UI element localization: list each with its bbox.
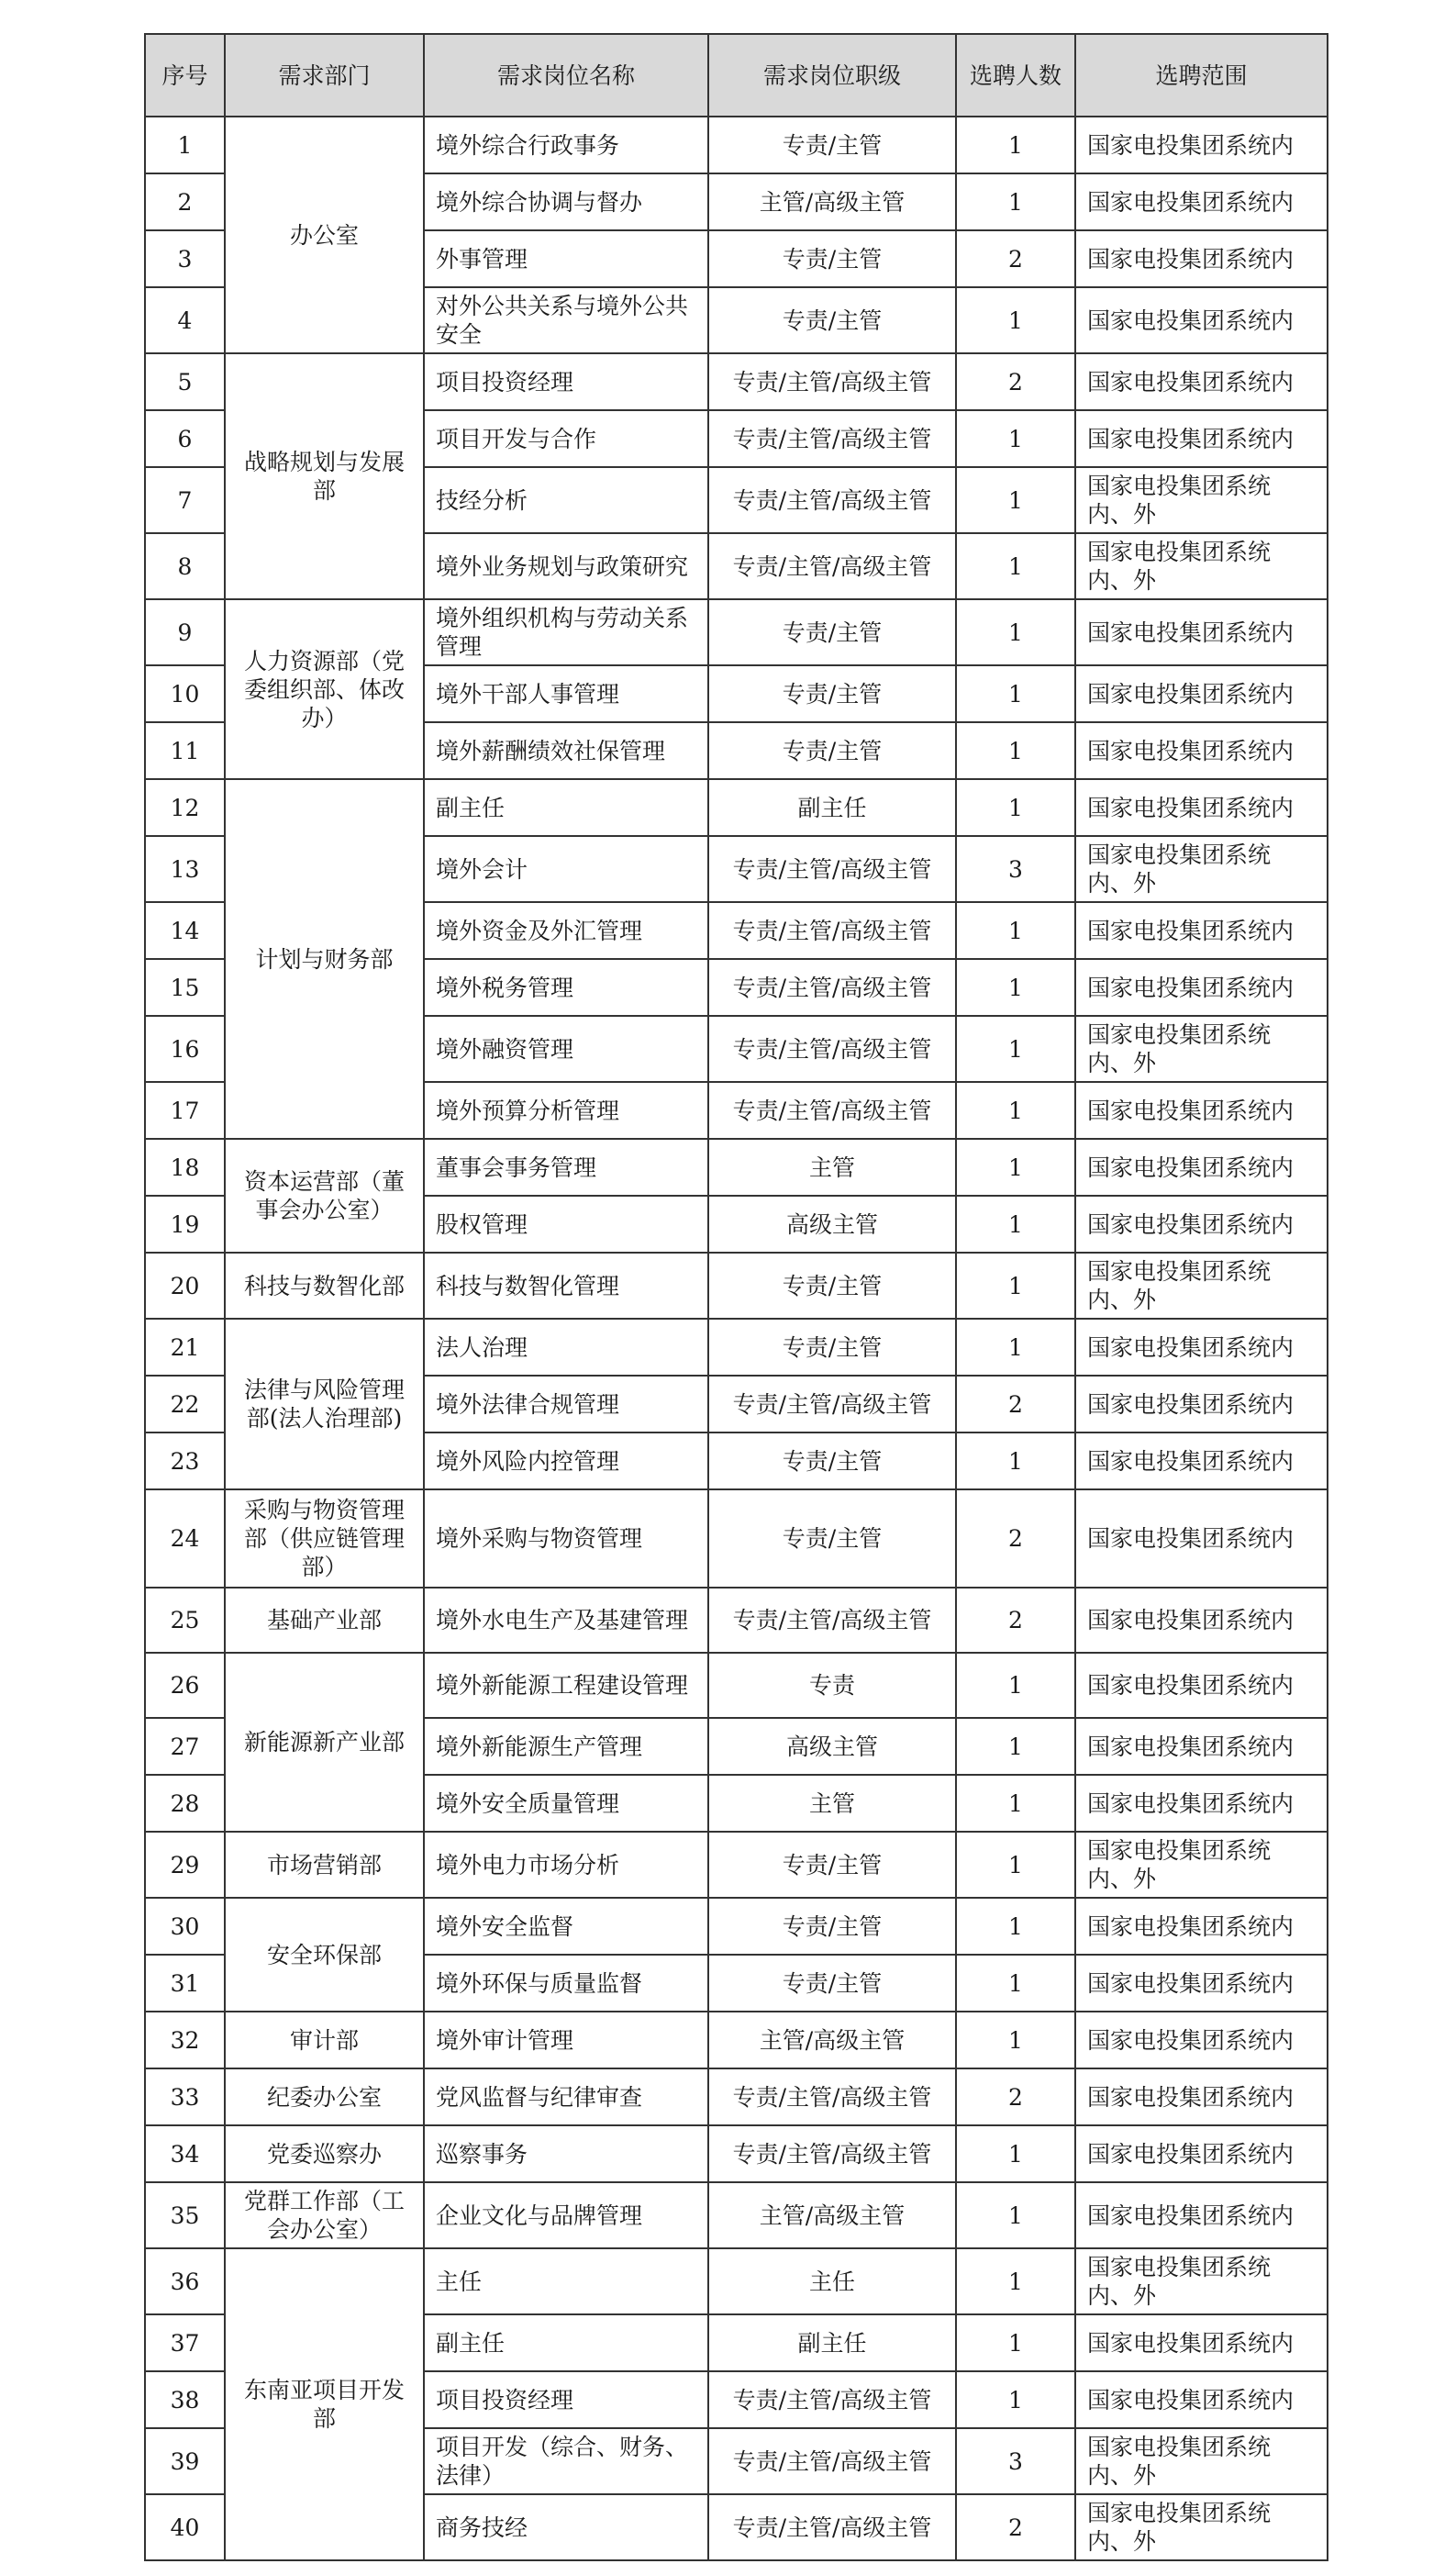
table-row <box>145 599 1328 665</box>
selection-scope: 国家电投集团系统内、外 <box>1075 836 1328 902</box>
position-level: 专责/主管 <box>708 1832 956 1898</box>
position-level: 专责/主管/高级主管 <box>708 467 956 533</box>
headcount: 1 <box>956 2125 1075 2182</box>
row-number: 30 <box>145 1898 225 1955</box>
headcount: 1 <box>956 902 1075 959</box>
headcount: 1 <box>956 1082 1075 1139</box>
row-number: 3 <box>145 230 225 287</box>
selection-scope: 国家电投集团系统内 <box>1075 410 1328 467</box>
selection-scope: 国家电投集团系统内 <box>1075 1319 1328 1376</box>
selection-scope: 国家电投集团系统内 <box>1075 1489 1328 1588</box>
department-cell: 办公室 <box>225 117 424 353</box>
headcount: 2 <box>956 1588 1075 1653</box>
position-level: 专责/主管/高级主管 <box>708 2125 956 2182</box>
selection-scope: 国家电投集团系统内、外 <box>1075 2494 1328 2560</box>
selection-scope: 国家电投集团系统内 <box>1075 2012 1328 2068</box>
position-level: 专责/主管/高级主管 <box>708 836 956 902</box>
row-number: 12 <box>145 779 225 836</box>
position-level: 副主任 <box>708 2314 956 2371</box>
position-level: 主管/高级主管 <box>708 173 956 230</box>
selection-scope: 国家电投集团系统内 <box>1075 665 1328 722</box>
row-number: 25 <box>145 1588 225 1653</box>
row-number: 35 <box>145 2182 225 2248</box>
row-number: 27 <box>145 1718 225 1775</box>
position-level: 专责/主管/高级主管 <box>708 902 956 959</box>
selection-scope: 国家电投集团系统内 <box>1075 1653 1328 1718</box>
selection-scope: 国家电投集团系统内 <box>1075 173 1328 230</box>
position-name: 境外审计管理 <box>424 2012 708 2068</box>
headcount: 1 <box>956 533 1075 599</box>
headcount: 1 <box>956 173 1075 230</box>
position-name: 境外薪酬绩效社保管理 <box>424 722 708 779</box>
position-name: 企业文化与品牌管理 <box>424 2182 708 2248</box>
header-row <box>145 34 1328 117</box>
position-level: 专责/主管/高级主管 <box>708 353 956 410</box>
row-number: 31 <box>145 1955 225 2012</box>
position-level: 主任 <box>708 2248 956 2314</box>
row-number: 9 <box>145 599 225 665</box>
row-number: 23 <box>145 1432 225 1489</box>
selection-scope: 国家电投集团系统内 <box>1075 1082 1328 1139</box>
position-name: 境外预算分析管理 <box>424 1082 708 1139</box>
row-number: 28 <box>145 1775 225 1832</box>
selection-scope: 国家电投集团系统内、外 <box>1075 467 1328 533</box>
row-number: 2 <box>145 173 225 230</box>
position-name: 境外新能源生产管理 <box>424 1718 708 1775</box>
position-level: 副主任 <box>708 779 956 836</box>
position-level: 专责/主管/高级主管 <box>708 533 956 599</box>
position-name: 股权管理 <box>424 1196 708 1253</box>
headcount: 1 <box>956 1832 1075 1898</box>
position-name: 副主任 <box>424 2314 708 2371</box>
position-level: 专责/主管/高级主管 <box>708 1588 956 1653</box>
selection-scope: 国家电投集团系统内 <box>1075 1898 1328 1955</box>
table-row <box>145 1319 1328 1376</box>
table-row <box>145 2068 1328 2125</box>
row-number: 14 <box>145 902 225 959</box>
headcount: 1 <box>956 2182 1075 2248</box>
headcount: 1 <box>956 1432 1075 1489</box>
position-name: 境外组织机构与劳动关系管理 <box>424 599 708 665</box>
row-number: 29 <box>145 1832 225 1898</box>
position-name: 对外公共关系与境外公共安全 <box>424 287 708 353</box>
position-level: 专责/主管 <box>708 230 956 287</box>
position-name: 境外业务规划与政策研究 <box>424 533 708 599</box>
department-cell: 安全环保部 <box>225 1898 424 2012</box>
position-name: 党风监督与纪律审查 <box>424 2068 708 2125</box>
selection-scope: 国家电投集团系统内 <box>1075 722 1328 779</box>
headcount: 2 <box>956 1489 1075 1588</box>
department-cell: 基础产业部 <box>225 1588 424 1653</box>
position-name: 境外融资管理 <box>424 1016 708 1082</box>
headcount: 2 <box>956 2494 1075 2560</box>
row-number: 40 <box>145 2494 225 2560</box>
table-row <box>145 1653 1328 1718</box>
row-number: 7 <box>145 467 225 533</box>
position-level: 专责/主管/高级主管 <box>708 2371 956 2428</box>
position-level: 专责/主管/高级主管 <box>708 959 956 1016</box>
row-number: 10 <box>145 665 225 722</box>
position-name: 科技与数智化管理 <box>424 1253 708 1319</box>
table-row <box>145 117 1328 173</box>
position-level: 主管/高级主管 <box>708 2012 956 2068</box>
table-row <box>145 779 1328 836</box>
selection-scope: 国家电投集团系统内、外 <box>1075 533 1328 599</box>
headcount: 1 <box>956 1319 1075 1376</box>
row-number: 24 <box>145 1489 225 1588</box>
headcount: 1 <box>956 599 1075 665</box>
position-level: 专责 <box>708 1653 956 1718</box>
header-cell: 选聘人数 <box>956 34 1075 117</box>
headcount: 1 <box>956 1898 1075 1955</box>
position-level: 高级主管 <box>708 1718 956 1775</box>
row-number: 1 <box>145 117 225 173</box>
position-name: 副主任 <box>424 779 708 836</box>
headcount: 2 <box>956 2068 1075 2125</box>
position-name: 境外综合行政事务 <box>424 117 708 173</box>
row-number: 5 <box>145 353 225 410</box>
headcount: 1 <box>956 1253 1075 1319</box>
selection-scope: 国家电投集团系统内、外 <box>1075 1253 1328 1319</box>
position-name: 巡察事务 <box>424 2125 708 2182</box>
selection-scope: 国家电投集团系统内 <box>1075 1718 1328 1775</box>
selection-scope: 国家电投集团系统内 <box>1075 1376 1328 1432</box>
position-level: 专责/主管 <box>708 665 956 722</box>
headcount: 2 <box>956 230 1075 287</box>
selection-scope: 国家电投集团系统内 <box>1075 2068 1328 2125</box>
headcount: 1 <box>956 2314 1075 2371</box>
table-row <box>145 1898 1328 1955</box>
position-name: 境外干部人事管理 <box>424 665 708 722</box>
department-cell: 新能源新产业部 <box>225 1653 424 1832</box>
position-name: 主任 <box>424 2248 708 2314</box>
selection-scope: 国家电投集团系统内 <box>1075 2125 1328 2182</box>
header-cell: 需求部门 <box>225 34 424 117</box>
row-number: 26 <box>145 1653 225 1718</box>
position-name: 商务技经 <box>424 2494 708 2560</box>
row-number: 20 <box>145 1253 225 1319</box>
selection-scope: 国家电投集团系统内 <box>1075 353 1328 410</box>
position-level: 专责/主管 <box>708 599 956 665</box>
headcount: 1 <box>956 959 1075 1016</box>
table-row <box>145 1588 1328 1653</box>
position-name: 境外环保与质量监督 <box>424 1955 708 2012</box>
recruitment-table <box>144 33 1328 2561</box>
position-name: 境外会计 <box>424 836 708 902</box>
headcount: 1 <box>956 1775 1075 1832</box>
position-level: 专责/主管 <box>708 117 956 173</box>
row-number: 21 <box>145 1319 225 1376</box>
headcount: 1 <box>956 410 1075 467</box>
header-cell: 需求岗位名称 <box>424 34 708 117</box>
position-name: 境外税务管理 <box>424 959 708 1016</box>
department-cell: 人力资源部（党委组织部、体改办） <box>225 599 424 779</box>
row-number: 13 <box>145 836 225 902</box>
headcount: 2 <box>956 1376 1075 1432</box>
header-cell: 选聘范围 <box>1075 34 1328 117</box>
position-name: 法人治理 <box>424 1319 708 1376</box>
position-name: 项目开发与合作 <box>424 410 708 467</box>
selection-scope: 国家电投集团系统内 <box>1075 1196 1328 1253</box>
position-level: 专责/主管 <box>708 722 956 779</box>
position-level: 专责/主管/高级主管 <box>708 1376 956 1432</box>
headcount: 1 <box>956 1653 1075 1718</box>
department-cell: 计划与财务部 <box>225 779 424 1139</box>
department-cell: 战略规划与发展部 <box>225 353 424 599</box>
selection-scope: 国家电投集团系统内 <box>1075 1955 1328 2012</box>
department-cell: 东南亚项目开发部 <box>225 2248 424 2560</box>
row-number: 4 <box>145 287 225 353</box>
headcount: 3 <box>956 2428 1075 2494</box>
row-number: 32 <box>145 2012 225 2068</box>
position-name: 外事管理 <box>424 230 708 287</box>
headcount: 1 <box>956 2248 1075 2314</box>
row-number: 33 <box>145 2068 225 2125</box>
selection-scope: 国家电投集团系统内 <box>1075 902 1328 959</box>
department-cell: 法律与风险管理部(法人治理部) <box>225 1319 424 1489</box>
department-cell: 科技与数智化部 <box>225 1253 424 1319</box>
selection-scope: 国家电投集团系统内 <box>1075 599 1328 665</box>
selection-scope: 国家电投集团系统内 <box>1075 2371 1328 2428</box>
department-cell: 纪委办公室 <box>225 2068 424 2125</box>
selection-scope: 国家电投集团系统内 <box>1075 1588 1328 1653</box>
position-level: 专责/主管/高级主管 <box>708 2428 956 2494</box>
table-row <box>145 1832 1328 1898</box>
table-row <box>145 353 1328 410</box>
table-row <box>145 2182 1328 2248</box>
row-number: 11 <box>145 722 225 779</box>
selection-scope: 国家电投集团系统内、外 <box>1075 1832 1328 1898</box>
headcount: 1 <box>956 1718 1075 1775</box>
position-name: 境外综合协调与督办 <box>424 173 708 230</box>
table-row <box>145 2012 1328 2068</box>
position-level: 专责/主管 <box>708 1253 956 1319</box>
department-cell: 市场营销部 <box>225 1832 424 1898</box>
selection-scope: 国家电投集团系统内 <box>1075 117 1328 173</box>
headcount: 1 <box>956 287 1075 353</box>
headcount: 1 <box>956 1016 1075 1082</box>
selection-scope: 国家电投集团系统内 <box>1075 1775 1328 1832</box>
position-name: 境外法律合规管理 <box>424 1376 708 1432</box>
position-level: 专责/主管 <box>708 1898 956 1955</box>
table-row <box>145 1139 1328 1196</box>
row-number: 8 <box>145 533 225 599</box>
row-number: 19 <box>145 1196 225 1253</box>
header-cell: 序号 <box>145 34 225 117</box>
selection-scope: 国家电投集团系统内、外 <box>1075 2428 1328 2494</box>
header-cell: 需求岗位职级 <box>708 34 956 117</box>
selection-scope: 国家电投集团系统内、外 <box>1075 1016 1328 1082</box>
headcount: 1 <box>956 1955 1075 2012</box>
selection-scope: 国家电投集团系统内 <box>1075 230 1328 287</box>
selection-scope: 国家电投集团系统内 <box>1075 1139 1328 1196</box>
position-name: 境外安全监督 <box>424 1898 708 1955</box>
position-level: 专责/主管/高级主管 <box>708 1016 956 1082</box>
position-name: 境外安全质量管理 <box>424 1775 708 1832</box>
table-row <box>145 1489 1328 1588</box>
position-name: 项目开发（综合、财务、法律） <box>424 2428 708 2494</box>
row-number: 15 <box>145 959 225 1016</box>
position-level: 专责/主管 <box>708 1432 956 1489</box>
table-row <box>145 2248 1328 2314</box>
table-row <box>145 2125 1328 2182</box>
headcount: 1 <box>956 2012 1075 2068</box>
position-level: 主管 <box>708 1139 956 1196</box>
position-name: 境外资金及外汇管理 <box>424 902 708 959</box>
position-level: 专责/主管/高级主管 <box>708 1082 956 1139</box>
row-number: 18 <box>145 1139 225 1196</box>
position-name: 技经分析 <box>424 467 708 533</box>
selection-scope: 国家电投集团系统内 <box>1075 779 1328 836</box>
headcount: 1 <box>956 2371 1075 2428</box>
position-level: 专责/主管/高级主管 <box>708 410 956 467</box>
position-level: 高级主管 <box>708 1196 956 1253</box>
department-cell: 采购与物资管理部（供应链管理部） <box>225 1489 424 1588</box>
selection-scope: 国家电投集团系统内、外 <box>1075 2248 1328 2314</box>
row-number: 17 <box>145 1082 225 1139</box>
table-body <box>145 117 1328 2560</box>
headcount: 1 <box>956 467 1075 533</box>
position-name: 境外水电生产及基建管理 <box>424 1588 708 1653</box>
selection-scope: 国家电投集团系统内 <box>1075 287 1328 353</box>
headcount: 3 <box>956 836 1075 902</box>
row-number: 39 <box>145 2428 225 2494</box>
headcount: 1 <box>956 1196 1075 1253</box>
position-name: 境外风险内控管理 <box>424 1432 708 1489</box>
headcount: 1 <box>956 117 1075 173</box>
department-cell: 资本运营部（董事会办公室） <box>225 1139 424 1253</box>
position-name: 境外采购与物资管理 <box>424 1489 708 1588</box>
position-level: 专责/主管 <box>708 1319 956 1376</box>
position-level: 专责/主管 <box>708 1489 956 1588</box>
headcount: 1 <box>956 1139 1075 1196</box>
position-name: 境外电力市场分析 <box>424 1832 708 1898</box>
department-cell: 党委巡察办 <box>225 2125 424 2182</box>
position-level: 专责/主管 <box>708 287 956 353</box>
headcount: 1 <box>956 722 1075 779</box>
position-name: 董事会事务管理 <box>424 1139 708 1196</box>
position-level: 主管 <box>708 1775 956 1832</box>
position-name: 项目投资经理 <box>424 2371 708 2428</box>
position-level: 专责/主管 <box>708 1955 956 2012</box>
department-cell: 审计部 <box>225 2012 424 2068</box>
row-number: 16 <box>145 1016 225 1082</box>
selection-scope: 国家电投集团系统内 <box>1075 2182 1328 2248</box>
position-name: 项目投资经理 <box>424 353 708 410</box>
headcount: 2 <box>956 353 1075 410</box>
position-name: 境外新能源工程建设管理 <box>424 1653 708 1718</box>
table-row <box>145 1253 1328 1319</box>
row-number: 38 <box>145 2371 225 2428</box>
selection-scope: 国家电投集团系统内 <box>1075 959 1328 1016</box>
selection-scope: 国家电投集团系统内 <box>1075 1432 1328 1489</box>
department-cell: 党群工作部（工会办公室） <box>225 2182 424 2248</box>
row-number: 37 <box>145 2314 225 2371</box>
row-number: 22 <box>145 1376 225 1432</box>
position-level: 专责/主管/高级主管 <box>708 2068 956 2125</box>
headcount: 1 <box>956 665 1075 722</box>
row-number: 34 <box>145 2125 225 2182</box>
position-level: 专责/主管/高级主管 <box>708 2494 956 2560</box>
headcount: 1 <box>956 779 1075 836</box>
row-number: 36 <box>145 2248 225 2314</box>
selection-scope: 国家电投集团系统内 <box>1075 2314 1328 2371</box>
position-level: 主管/高级主管 <box>708 2182 956 2248</box>
row-number: 6 <box>145 410 225 467</box>
